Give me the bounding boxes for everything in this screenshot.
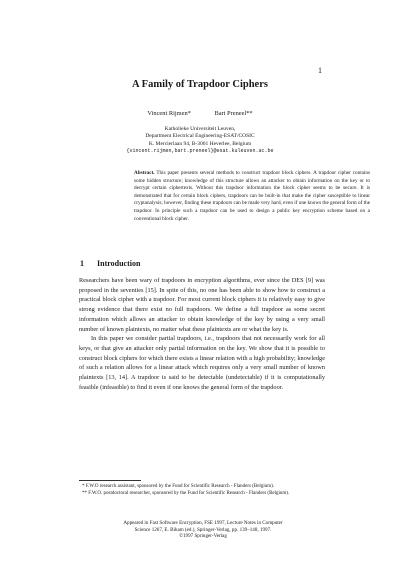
page-number: 1 [318, 66, 322, 75]
abstract-text: This paper presents several methods to construct trapdoor block ciphers. A trapdoor cipher contains some hidden structure; knowledge of this structure allows an attacker to obtain information on the key or to decrypt certain ciphertexts. Without this trapdoor information the block cipher seems to be secure. It is demonstrated that for certain block ciphers, trapdoors can be built-in that make the cipher susceptible to linear cryptanalysis; however, finding these trapdoors can be made very hard, even if one knows the general form of the trapdoor. In principle such a trapdoor can be used to design a public key encryption scheme based on a conventional block cipher. [134, 170, 371, 222]
section-number: 1 [80, 259, 84, 268]
footnotes [79, 484, 325, 498]
body-text [79, 276, 325, 392]
section-heading [80, 259, 140, 268]
body-paragraph: Researchers have been wary of trapdoors in encryption algorithms, ever since the DES [9] was proposed in the seventies [15]. In spite of this, no one has been able to show how to construct a practical block cipher with a trapdoor. For most current block ciphers it is relatively easy to give strong evidence that there exist no full trapdoors. We define a full trapdoor as some secret information which allows an attacker to obtain knowledge of the key by using a very small number of known plaintexts, no matter what these plaintexts are or what the key is. [79, 277, 325, 333]
abstract-label: Abstract. [134, 170, 155, 176]
footer-line: Appeared in Fast Software Encryption, FSE 1997, Lecture Notes in Computer [123, 520, 283, 526]
footnote: * F.W.O research assistant, sponsored by the Fund for Scientific Research - Flanders (Belgium). [82, 484, 275, 489]
abstract [134, 170, 370, 223]
affiliation-line: Department Electrical Engineering-ESAT/COSIC [145, 133, 255, 140]
author-name: Vincent Rijmen* [147, 110, 191, 117]
footnote: ** F.W.O. postdoctoral researcher, sponsored by the Fund for Scientific Research - Flanders (Belgium). [82, 490, 290, 496]
paper-title: A Family of Trapdoor Ciphers [132, 79, 268, 90]
affiliation-line: Katholieke Universiteit Leuven, [164, 126, 236, 132]
footnote-rule [79, 480, 141, 481]
copyright-line: ©1997 Springer-Verlag [179, 533, 227, 540]
affiliation-line: K. Mercierlaan 94, B-3001 Heverlee, Belgium [148, 140, 252, 147]
section-title: Introduction [97, 259, 141, 268]
affiliation [0, 126, 400, 155]
body-paragraph: In this paper we consider partial trapdoors, i.e., trapdoors that not necessarily work for all keys, or that give an attacker only partial information on the key. We show that it is possible to construct block ciphers for which there exists a linear relation with a high probability; knowledge of such a relation allows for a linear attack which requires only a very small number of known plaintexts [13, 14]. A trapdoor is said to be detectable (undetectable) if it is computationally feasible (infeasible) to find it even if one knows the general form of the trapdoor. [79, 335, 325, 391]
publication-footer [80, 520, 326, 540]
author-name: Bart Preneel** [214, 110, 253, 117]
footer-line: Science 1267, E. Biham (ed.), Springer-Verlag, pp. 139–148, 1997. [134, 526, 272, 533]
author-list [0, 110, 400, 117]
author-emails: {vincent.rijmen,bart.preneel}@esat.kuleuven.ac.be [126, 147, 274, 154]
